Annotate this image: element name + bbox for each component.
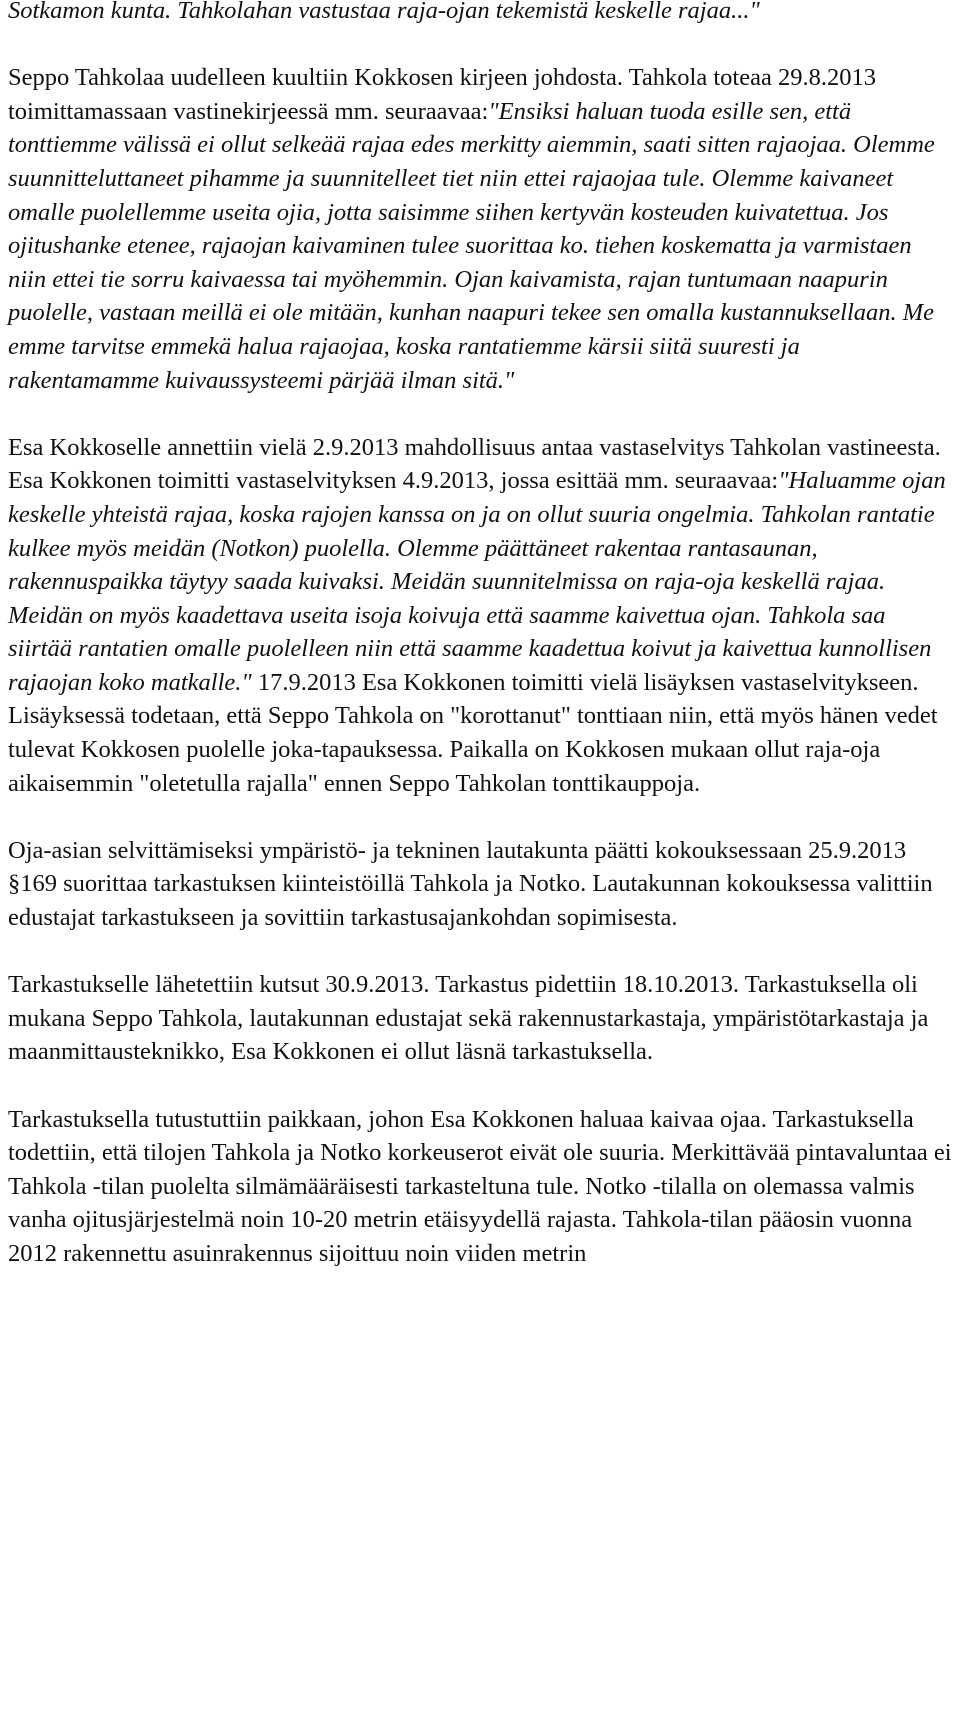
italic-quote: Sotkamon kunta. Tahkolahan vastustaa raja-ojan tekemistä keskelle rajaa..." <box>8 0 760 24</box>
body-text: Oja-asian selvittämiseksi ympäristö- ja tekninen lautakunta päätti kokouksessaan 25.9.2013 §169 suorittaa tarkastuksen kiinteistöillä Tahkola ja Notko. Lautakunnan kokouksessa valittiin edustajat tarkastukseen ja sovittiin tarkastusajankohdan sopimisesta. <box>8 836 933 932</box>
body-text: Seppo Tahkolaa uudelleen kuultiin Kokkosen kirjeen johdosta. Tahkola toteaa 29.8.2013 toimittamassaan vastinekirjeessä mm. seuraavaa: <box>8 64 876 125</box>
italic-quote: "Ensiksi haluan tuoda esille sen, että tonttiemme välissä ei ollut selkeää rajaa edes merkitty aiemmin, saati sitten rajaojaa. Olemme suunnitteluttaneet pihamme ja suunnitelleet tiet niin ettei rajaojaa tule. Olemme kaivaneet omalle puolellemme useita ojia, jotta saisimme siihen kertyvän kosteuden kuivatettua. Jos ojitushanke etenee, rajaojan kaivaminen tulee suorittaa ko. tiehen koskematta ja varmistaen niin ettei tie sorru kaivaessa tai myöhemmin. Ojan kaivamista, rajan tuntumaan naapurin puolelle, vastaan meillä ei ole mitään, kunhan naapuri tekee sen omalla kustannuksellaan. Me emme tarvitse emmekä halua rajaojaa, koska rantatiemme kärsii siitä suuresti ja rakentamamme kuivaussysteemi pärjää ilman sitä." <box>8 97 935 394</box>
body-text: 17.9.2013 Esa Kokkonen toimitti vielä lisäyksen vastaselvitykseen. Lisäyksessä todetaan, että Seppo Tahkola on "korottanut" tonttiaan niin, että myös hänen vedet tulevat Kokkosen puolelle joka-tapauksessa. Paikalla on Kokkosen mukaan ollut raja-oja aikaisemmin "oletetulla rajalla" ennen Seppo Tahkolan tonttikauppoja. <box>8 668 938 797</box>
body-text: Tarkastuksella tutustuttiin paikkaan, johon Esa Kokkonen haluaa kaivaa ojaa. Tarkastuksella todettiin, että tilojen Tahkola ja Notko korkeuserot eivät ole suuria. Merkittävää pintavaluntaa ei Tahkola -tilan puolelta silmämääräisesti tarkasteltuna tule. Notko -tilalla on olemassa valmis vanha ojitusjärjestelmä noin 10-20 metrin etäisyydellä rajasta. Tahkola-tilan pääosin vuonna 2012 rakennettu asuinrakennus sijoittuu noin viiden metrin <box>8 1105 952 1267</box>
paragraph-4 <box>8 834 952 935</box>
italic-quote: "Haluamme ojan keskelle yhteistä rajaa, koska rajojen kanssa on ja on ollut suuria ongelmia. Tahkolan rantatie kulkee myös meidän (Notkon) puolella. Olemme päättäneet rakentaa rantasaunan, rakennuspaikka täytyy saada kuivaksi. Meidän suunnitelmissa on raja-oja keskellä rajaa. Meidän on myös kaadettava useita isoja koivuja että saamme kaivettua ojan. Tahkola saa siirtää rantatien omalle puolelleen niin että saamme kaadettua koivut ja kaivettua kunnollisen rajaojan koko matkalle." <box>8 467 946 696</box>
body-text: Esa Kokkoselle annettiin vielä 2.9.2013 mahdollisuus antaa vastaselvitys Tahkolan vastineesta. Esa Kokkonen toimitti vastaselvityksen 4.9.2013, jossa esittää mm. seuraavaa: <box>8 433 941 495</box>
paragraph-1 <box>8 0 952 28</box>
paragraph-3 <box>8 431 952 801</box>
paragraph-5 <box>8 968 952 1069</box>
document-page <box>8 0 952 1271</box>
paragraph-6 <box>8 1103 952 1271</box>
body-text: Tarkastukselle lähetettiin kutsut 30.9.2013. Tarkastus pidettiin 18.10.2013. Tarkastuksella oli mukana Seppo Tahkola, lautakunnan edustajat sekä rakennustarkastaja, ympäristötarkastaja ja maanmittausteknikko, Esa Kokkonen ei ollut läsnä tarkastuksella. <box>8 971 929 1066</box>
paragraph-2 <box>8 61 952 397</box>
